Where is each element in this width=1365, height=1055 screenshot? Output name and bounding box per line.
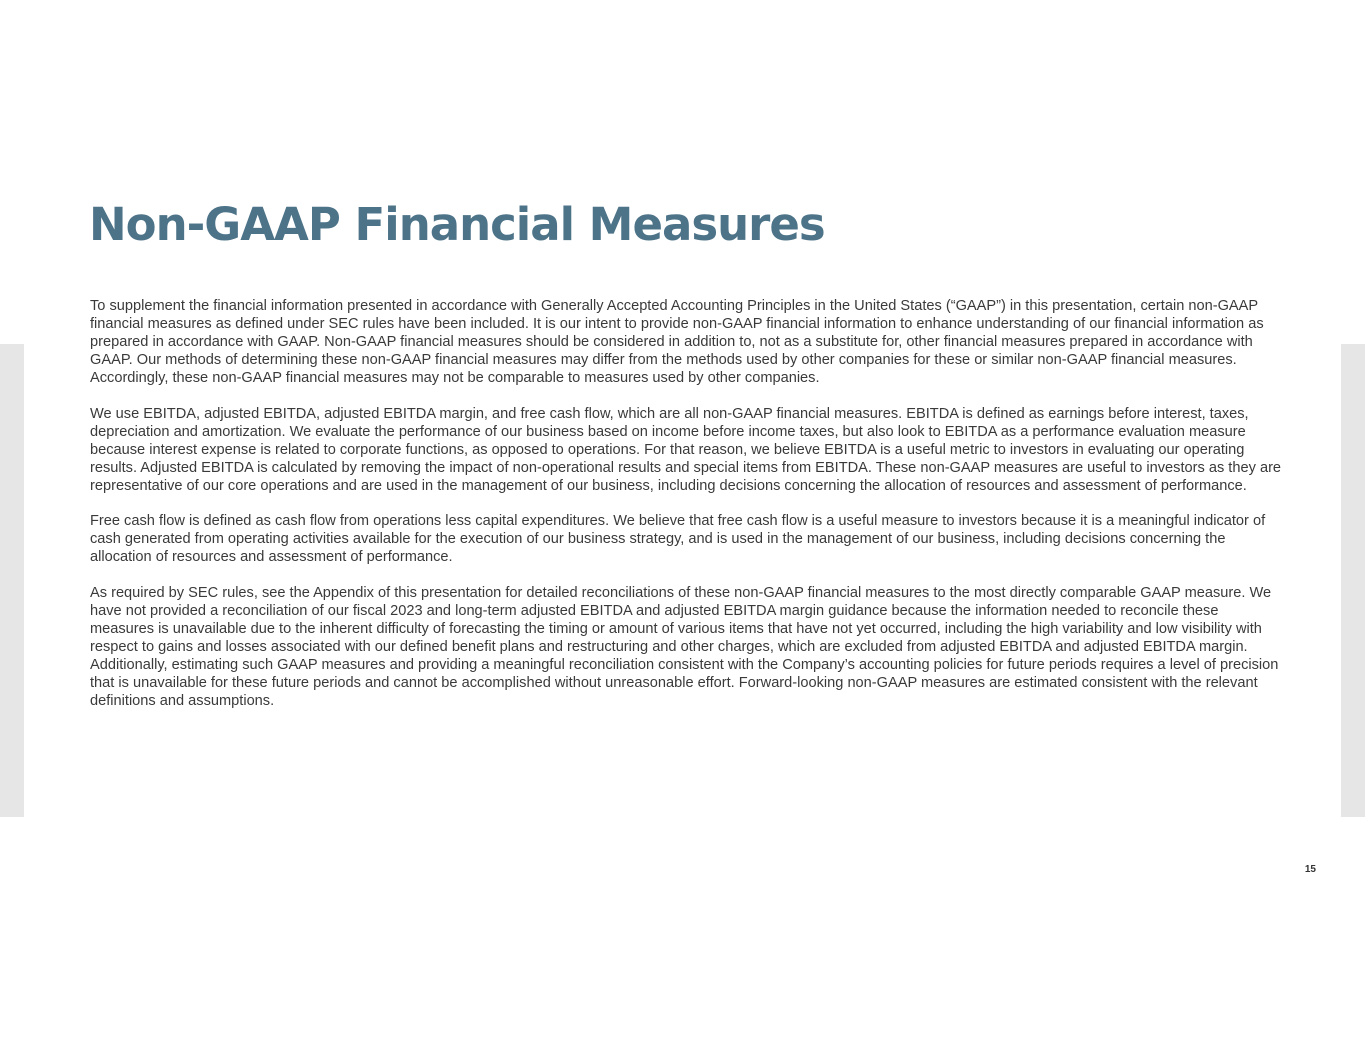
paragraph-reconciliation: As required by SEC rules, see the Appendix of this presentation for detailed reconciliations of these non-GAAP financial measures to the most directly comparable GAAP measure. We have not provided a reconciliation of our fiscal 2023 and long-term adjusted EBITDA and adjusted EBITDA margin guidance because the information needed to reconcile these measures is unavailable due to the inherent difficulty of forecasting the timing or amount of various items that have not yet occurred, including the high variability and low visibility with respect to gains and losses associated with our defined benefit plans and restructuring and other charges, which are excluded from adjusted EBITDA and adjusted EBITDA margin. Additionally, estimating such GAAP measures and providing a meaningful reconciliation consistent with the Company’s accounting policies for future periods requires a level of precision that is unavailable for these future periods and cannot be accomplished without unreasonable effort. Forward-looking non-GAAP measures are estimated consistent with the relevant definitions and assumptions. [90, 585, 1279, 709]
paragraph-intro: To supplement the financial information presented in accordance with Generally Accepted Accounting Principles in the United States (“GAAP”) in this presentation, certain non-GAAP financial measures as defined under SEC rules have been included. It is our intent to provide non-GAAP financial information to enhance understanding of our financial information as prepared in accordance with GAAP. Non-GAAP financial measures should be considered in addition to, not as a substitute for, other financial measures prepared in accordance with GAAP. Our methods of determining these non-GAAP financial measures may differ from the methods used by other companies for these or similar non-GAAP financial measures. Accordingly, these non-GAAP financial measures may not be comparable to measures used by other companies. [90, 298, 1264, 386]
paragraph-free-cash-flow: Free cash flow is defined as cash flow from operations less capital expenditures. We believe that free cash flow is a useful measure to investors because it is a meaningful indicator of cash generated from operating activities available for the execution of our business strategy, and is used in the management of our business, including decisions concerning the allocation of resources and assessment of performance. [90, 513, 1266, 566]
body-text [90, 298, 1284, 729]
left-side-bar [0, 344, 24, 817]
right-side-bar [1341, 344, 1365, 817]
page-number: 15 [1304, 864, 1316, 875]
paragraph-ebitda: We use EBITDA, adjusted EBITDA, adjusted EBITDA margin, and free cash flow, which are all non-GAAP financial measures. EBITDA is defined as earnings before interest, taxes, depreciation and amortization. We evaluate the performance of our business based on income before income taxes, but also look to EBITDA as a performance evaluation measure because interest expense is related to corporate functions, as opposed to operations. For that reason, we believe EBITDA is a useful metric to investors in evaluating our operating results. Adjusted EBITDA is calculated by removing the impact of non-operational results and special items from EBITDA. These non-GAAP measures are useful to investors as they are representative of our core operations and are used in the management of our business, including decisions concerning the allocation of resources and assessment of performance. [90, 405, 1282, 494]
page-title: Non-GAAP Financial Measures [89, 198, 825, 251]
